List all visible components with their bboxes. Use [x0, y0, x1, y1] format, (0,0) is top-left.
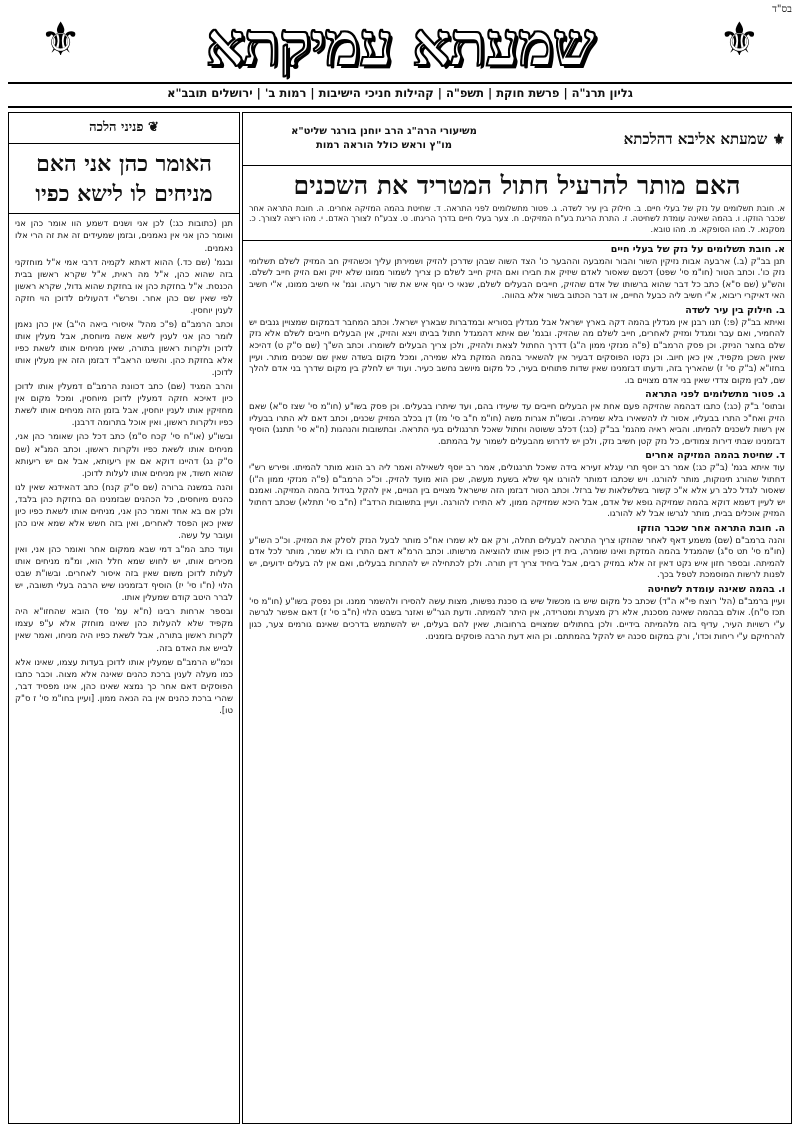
side-article-body [9, 214, 239, 723]
side-paragraph: ובגמ' (שם כד.) ההוא דאתא לקמיה דרבי אמי א"ל מוחזקני בזה שהוא כהן, א"ל מה ראית, א"ל שקרא ראשון בבית הכנסת. א"ל בחזקת כהן או בחזקת שהוא גדול, שקרא ראשון לפי שאין שם כהן אחר. ופרש"י דהעולים לדוכן הוי חזקה לענין יוחסין. [15, 257, 233, 316]
fleur-de-lis-icon: ⚜ [772, 131, 785, 148]
section-title: א. חובת תשלומים על נזק של בעלי חיים [610, 243, 785, 255]
section-title: ד. שחיטת בהמה המזיקה אחרים [645, 450, 785, 462]
section-text: ואיתא בב"ק (פ:) תנו רבנן אין מגדלין בהמה דקה בארץ ישראל אבל מגדלין בסוריא ובמדברות שבארץ ישראל. וכתב המחבר דבמקום שמצויין גנבים יש להחמיר, ואם עבר ומגדל ומזיק לאחרים, חייב לשלם מה שהזיק. ובגמ' שם איתא דהמגדל חתול בביתו ויצא והזיק, אין הבעלים חייבים לשלם אלא נזק שלם בחצר הניזק. וכן פסק הרמב"ם (פ"ה מנזקי ממון ה"ג) דדרך החתול לצאת ולהזיק, ולכן צריך הבעלים לשומרו. וכתב הש"ך (שם ס"ק ט) דהיכא שאין השכן מקפיד, אין כאן חיוב. וכן נקטו הפוסקים דבעיר אין להשאיר בהמה המזקת בלא שמירה, ומכל מקום בשדה שאין שם שכנים מותר. ועיין בחזו"א (ב"ק סי' ז) שהאריך בזה, ודעתו דבזמנינו שאין שדות פתוחים בעיר, כל מקום מיושב נחשב כעיר. ועוד יש לחלק בין מקום שדרך בני אדם להלך שם, לבין מקום צדדי שאין בני אדם מצויים בו. [249, 317, 785, 386]
article-section [249, 305, 785, 387]
article-section [249, 244, 785, 303]
author-credit [249, 125, 519, 153]
section-title: ו. בהמה שאינה עומדת לשחיטה [647, 584, 785, 595]
side-paragraph: וכמ"ש הרמב"ם שמעלין אותו לדוכן בעדות עצמו, שאינו אלא כמו מעלה לענין ברכת כהנים שאינה אלא מצוה. וכבר כתבו הפוסקים דאם אחר כך נמצא שאינו כהן, אינו מפסיד דבר, שהרי ברכת כהנים אין בה הנאה ממון. [ועיין בחו"מ סי' ז ס"ק טו]. [15, 657, 233, 716]
fleur-de-lis-icon-left: ⚜ [40, 12, 82, 66]
divider [8, 106, 792, 108]
table-of-contents: א. חובת תשלומים על נזק של בעלי חיים. ב. חילוק בין עיר לשדה. ג. פטור מתשלומים לפני התראה. ד. שחיטת בהמה המזיקה אחרים. ה. חובת התראה אחר שכבר הוזקו. ו. בהמה שאינה עומדת לשחיטה. ז. התרת הריגת בע"ח המזיקים. ח. צער בעלי חיים בדרך הריגתו. ט. צבע"ח לצורך האדם. י. מהו ריצה לצורך. כ. מסקנא. ל. מהו הסופקא. מ. מהו טובא. [243, 202, 791, 241]
author-credit-line2: מו"ץ וראש כולל הוראה רמות [316, 140, 452, 151]
article-body [243, 241, 791, 648]
fleur-de-lis-icon-right: ⚜ [718, 12, 760, 66]
article-section [249, 584, 785, 643]
ornament-icon: ❦ [147, 120, 159, 135]
issue-line: גליון תרנ"ה | פרשת חוקת | תשפ"ה | קהילות חניכי הישיבות | רמות ב' | ירושלים תובב"א [167, 86, 633, 100]
section-title: ב. חילוק בין עיר לשדה [685, 304, 785, 316]
side-paragraph: וכתב הרמב"ם (פ"כ מהל' איסורי ביאה הי"ב) אין כהן נאמן לומר כהן אני לענין לישא אשה מיוחסת, אבל מעלין אותו לדוכן ולקרות ראשון בתורה, שאין מניחים אותו לשאת כפיו אלא בחזקת כהן. והשיגו הראב"ד דבזמן הזה אין מעלין אותו לדוכן. [15, 319, 233, 379]
side-paragraph: ובשו"ע (או"ח סי' קכח ס"מ) כתב דכל כהן שאומר כהן אני, מניחים אותו לשאת כפיו ולקרות ראשון. וכתב המג"א (שם ס"ק נג) דהיינו דוקא אם אין ריעותא, אבל אם יש ריעותא שהוא חשוד, אין מניחים אותו לעלות לדוכן. [15, 432, 233, 479]
article-section [249, 523, 785, 582]
masthead [40, 10, 760, 80]
main-section-header [243, 113, 791, 166]
side-section-name: פניני הלכה [89, 120, 144, 135]
section-title: ג. פטור מתשלומים לפני התראה [645, 389, 785, 401]
side-paragraph: והרב המגיד (שם) כתב דכוונת הרמב"ם דמעלין אותו לדוכן כיון דאיכא חזקה דמעלין לדוכן מיוחסין, ומכל מקום אין מחזיקין אותו לענין יוחסין, אבל בזמן הזה מניחים אותו לשאת כפיו ולקרות ראשון, ואין אוכל בתרומה דרבנן. [15, 382, 233, 429]
side-column [8, 112, 240, 1124]
article-section [249, 389, 785, 448]
side-paragraph: ועוד כתב המ"ב דמי שבא ממקום אחר ואומר כהן אני, ואין מכירים אותו, יש לחוש שמא חלל הוא, ומ"מ מניחים אותו לעלות לדוכן משום שאין בזה איסור לאחרים. ובשו"ת שבט הלוי (ח"ו סי' יז) הוסיף דבזמנינו שיש הרבה בעלי תשובה, יש לברר היטב קודם שמעלין אותו. [15, 545, 233, 604]
bsd-mark: בס"ד [772, 4, 792, 15]
author-credit-line1: משיעורי הרה"ג הרב יוחנן בורגר שליט"א [291, 126, 477, 137]
section-title: ה. חובת התראה אחר שכבר הוזקו [636, 522, 785, 534]
masthead-title: שמעתא עמיקתא [205, 10, 595, 80]
side-headline: האומר כהן אני האם מניחים לו לישא כפיו [9, 144, 239, 214]
divider [8, 82, 792, 84]
main-headline: האם מותר להרעיל חתול המטריד את השכנים [293, 171, 741, 200]
main-section-name: ⚜ שמעתא אליבא דהלכתא [623, 129, 785, 148]
side-section-header [9, 113, 239, 144]
side-paragraph: ובספר ארחות רבינו (ח"א עמ' סד) הובא שהחזו"א היה מקפיד שלא להעלות כהן שאינו מוחזק אלא ע"פ עצמו לקרות ראשון בתורה, אבל לשאת כפיו היה מניחו, ואמר שאין לבייש את האדם בזה. [15, 607, 233, 654]
section-text: והנה ברמב"ם (שם) משמע דאף לאחר שהוזקו צריך התראה לבעלים תחלה, ורק אם לא שמרו אח"כ מותר לבעל הנזק לסלק את המזיק. וכ"כ השו"ע (חו"מ סי' תט ס"ג) שהמגדל בהמה המזקת ואינו שומרה, בית דין כופין אותו להוציאה מרשותו. וכתב הרמ"א דאם התרו בו ולא שמר, מותר לכל אדם להמיתה. ובספר חזון איש נקט דאין זה אלא במזיק רבים, אבל ביחיד צריך דין תורה. ולכן לכתחילה יש להתרות בבעלים, ואם אין לה בעלים ידועים, יש לפנות לרשות המוסמכת לטפל בכך. [249, 535, 785, 581]
section-text: ועיין ברמב"ם (הל' רוצח פי"א ה"ד) שכתב כל מקום שיש בו מכשול שיש בו סכנת נפשות, מצות עשה להסירו ולהשמר ממנו. וכן נפסק בשו"ע (חו"מ סי' תכז ס"ח). אולם בבהמה שאינה מסכנת, אלא רק מצערת ומטרידה, אין היתר להמיתה. ודעת הגר"ש ואזנר בשבט הלוי (ח"ב סי' ז) דאם אפשר לגרשה ע"י רשויות העיר, עדיף בזה מלהמיתה בידיים. ולכן בחתולים שמצויים ברחובות, שאין להם בעלים, יש להשתמש בדרכים שאינם גורמים צער, כגון להרחיקם ע"י ריחות וכדו', ורק במקום סכנה יש להקל בהמתתם. וכן הוא דעת הרבה פוסקים בזמנינו. [249, 596, 785, 642]
main-column [242, 112, 792, 1124]
section-text: עוד איתא בגמ' (ב"ק כג:) אמר רב יוסף תרי עגלא זעירא בידה שאכל תרנגולים, אמר רב יוסף לשאילה ואמר ליה רב הונא מותר להמיתו. ופירש רש"י דחתול שהורג תינוקות, מותר להורגו. ויש שכתבו דמותר להורגו אף שלא בשעת מעשה, שכן הוא מועד להזיק. וכ"כ הרמב"ם (פ"ה מנזקי ממון ה"ו) שאסור לגדל כלב רע אלא א"כ קשור בשלשלאות של ברזל. וכתב הטור דבזמן הזה שישראל מצויים בין הגויים, אין להקל בגידול בהמה המזיקה. ואמנם יש לעיין דשמא דוקא בהמה שמזיקה גופא של אדם, אבל היכא שמזיקה ממון, לא התירו להורגה. ועיין בתשובות הרדב"ז (ח"ב סי' תתלא) שכתב דחתול המזיק אוכלים בבית, מותר לגרשו אבל לא להורגו. [249, 463, 785, 520]
section-text: ובתוס' ב"ק (כג:) כתבו דבהמה שהזיקה פעם אחת אין הבעלים חייבים עד שיעידו בהם, ועד שיתרו בבעלים. וכן פסק בשו"ע (חו"מ סי' שצז ס"א) שאם הזיק ואח"כ התרו בבעליו, אסור לו להשאירו בלא שמירה. ובשו"ת אגרות משה (חו"מ ח"ב סי' מז) דן בכלב המזיק שכנים, וכתב דאם לא התרו בבעליו אין רשות לשכנים להמיתו. והביא ראיה מהגמ' בב"ק (כג:) דכלב ששוטה וחתול שאכל תרנגולים בעי התראה. ובתשובות והנהגות (ח"א סי' תתנג) הוסיף דבזמנינו שבתי דירות צמודים, כל נזק קטן חשיב נזק, ולכן יש לדרוש מהבעלים לשמור על בהמתם. [249, 402, 785, 447]
side-paragraph: והנה במשנה ברורה (שם ס"ק קנח) כתב דהאידנא שאין לנו כהנים מיוחסים, כל הכהנים שבזמנינו הם בחזקת כהן בלבד, ולכן אם בא אחד ואמר כהן אני, מניחים אותו לשאת כפיו כיון שאין כאן הפסד לאחרים, ואין בזה חשש אלא שמא אינו כהן ועובר על עשה. [15, 482, 233, 541]
side-paragraph: תנן (כתובות כג:) לכן אני ושנים דשמע הוו אומר כהן אני ואומר כהן אני אין נאמנים, ובזמן שמעידים זה את זה הרי אלו נאמנים. [15, 219, 233, 254]
article-section [249, 450, 785, 521]
section-text: תנן בב"ק (ב.) ארבעה אבות נזיקין השור והבור והמבעה וההבער כו' הצד השוה שבהן שדרכן להזיק ושמירתן עליך וכשהזיק חב המזיק לשלם תשלומי נזק כו'. וכתב הטור (חו"מ סי' שפט) דכשם שאסור לאדם שיזיק את חבירו ואם הזיק חייב לשלם כן צריך לשמור ממונו שלא יזיק ואם הזיק חייב לשלם. והש"ע (שם ס"א) כתב כל דבר שהוא ברשותו של אדם שהזיק, חייבים הבעלים לשלם, שנאי כי יגוף איש את שור רעהו. וגמ' אי חשיב ממונו, א"י חשיב האי דאיקרי ריבוא, א"י חשיב ליה כבעל החיים, או דבר הכתוב בשור אלא בהווה. [249, 256, 785, 302]
